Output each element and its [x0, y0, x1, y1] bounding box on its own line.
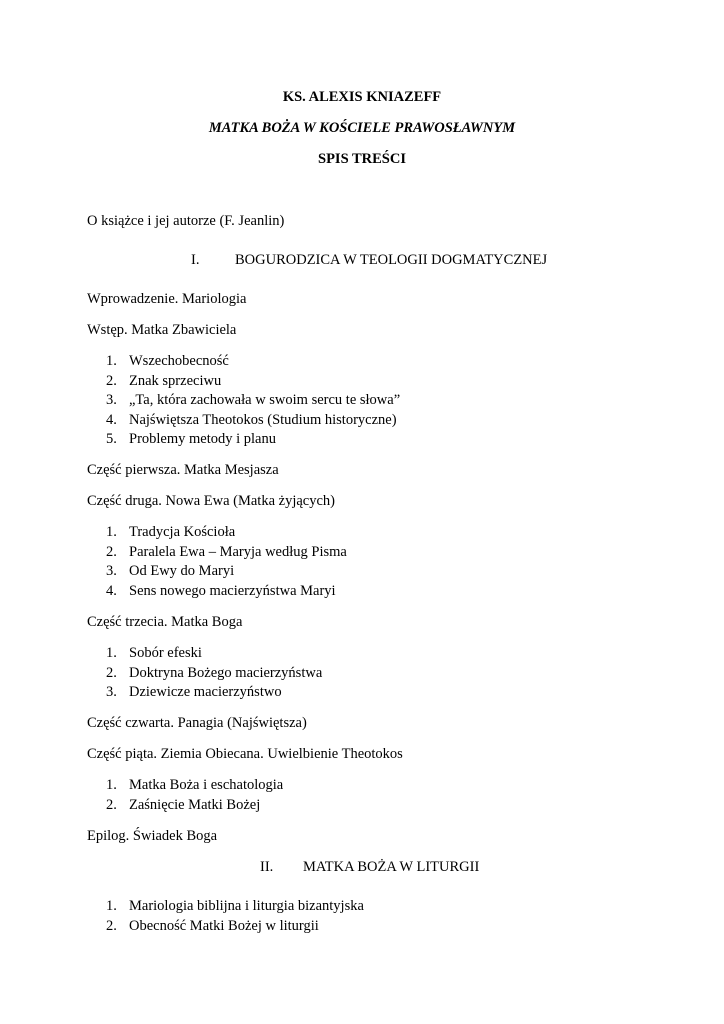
list-text: Matka Boża i eschatologia: [129, 777, 284, 793]
list-text: Obecność Matki Bożej w liturgii: [129, 917, 319, 934]
list-number: 2.: [106, 372, 117, 389]
list-item: [106, 917, 364, 937]
list-item: [106, 664, 322, 684]
list-text: Tradycja Kościoła: [129, 524, 236, 540]
list-number: 1.: [106, 777, 117, 793]
list-item: [106, 352, 400, 372]
list-text: Najświętsza Theotokos (Studium historyczne): [129, 411, 397, 428]
list-item: [106, 523, 347, 543]
list-text: Wszechobecność: [129, 353, 229, 369]
list-number: 1.: [106, 524, 117, 540]
list-number: 3.: [106, 684, 117, 700]
toc-entry-part-four: Część czwarta. Panagia (Najświętsza): [87, 715, 307, 731]
list-item: [106, 582, 347, 602]
preface-list: [106, 352, 400, 450]
liturgy-list: [106, 897, 364, 936]
list-number: 2.: [106, 664, 117, 681]
toc-entry-part-two: Część druga. Nowa Ewa (Matka żyjących): [87, 493, 336, 509]
toc-entry-part-three: Część trzecia. Matka Boga: [87, 614, 243, 630]
list-number: 4.: [106, 582, 117, 599]
list-text: Sobór efeski: [129, 645, 202, 661]
list-text: Dziewicze macierzyństwo: [129, 684, 282, 700]
toc-heading: SPIS TREŚCI: [318, 151, 406, 167]
part-five-list: [106, 776, 283, 815]
list-item: [106, 796, 283, 816]
section-2-title: MATKA BOŻA W LITURGII: [303, 859, 480, 875]
list-text: Problemy metody i planu: [129, 431, 276, 447]
book-title: MATKA BOŻA W KOŚCIELE PRAWOSŁAWNYM: [208, 120, 516, 136]
toc-entry-preface: Wstęp. Matka Zbawiciela: [87, 322, 237, 338]
list-text: „Ta, która zachowała w swoim sercu te słowa”: [129, 392, 401, 408]
list-text: Paralela Ewa – Maryja według Pisma: [129, 543, 347, 560]
author-name: KS. ALEXIS KNIAZEFF: [282, 89, 442, 105]
list-number: 4.: [106, 411, 117, 428]
list-number: 5.: [106, 431, 117, 447]
list-text: Znak sprzeciwu: [129, 372, 222, 389]
list-text: Od Ewy do Maryi: [129, 563, 235, 579]
section-1-title: BOGURODZICA W TEOLOGII DOGMATYCZNEJ: [235, 252, 548, 268]
part-three-list: [106, 644, 322, 703]
list-number: 3.: [106, 563, 117, 579]
toc-entry-introduction: Wprowadzenie. Mariologia: [87, 291, 247, 307]
list-text: Zaśnięcie Matki Bożej: [129, 796, 261, 813]
list-number: 3.: [106, 392, 117, 408]
list-item: [106, 430, 400, 450]
section-2-numeral: II.: [260, 859, 274, 875]
list-item: [106, 391, 400, 411]
section-1-numeral: I.: [191, 252, 200, 268]
list-item: [106, 683, 322, 703]
list-item: [106, 411, 400, 431]
list-text: Mariologia biblijna i liturgia bizantyjska: [129, 898, 364, 914]
list-number: 1.: [106, 645, 117, 661]
list-item: [106, 562, 347, 582]
list-text: Doktryna Bożego macierzyństwa: [129, 664, 323, 681]
toc-entry-epilogue: Epilog. Świadek Boga: [87, 828, 218, 844]
list-item: [106, 372, 400, 392]
part-two-list: [106, 523, 347, 601]
list-number: 2.: [106, 917, 117, 934]
toc-entry-part-five: Część piąta. Ziemia Obiecana. Uwielbienie Theotokos: [87, 746, 403, 762]
list-number: 1.: [106, 898, 117, 914]
list-number: 1.: [106, 353, 117, 369]
list-item: [106, 776, 283, 796]
list-item: [106, 543, 347, 563]
list-text: Sens nowego macierzyństwa Maryi: [129, 582, 336, 599]
list-item: [106, 644, 322, 664]
list-item: [106, 897, 364, 917]
list-number: 2.: [106, 796, 117, 813]
toc-entry-intro: O książce i jej autorze (F. Jeanlin): [87, 213, 285, 229]
toc-entry-part-one: Część pierwsza. Matka Mesjasza: [87, 462, 279, 478]
list-number: 2.: [106, 543, 117, 560]
